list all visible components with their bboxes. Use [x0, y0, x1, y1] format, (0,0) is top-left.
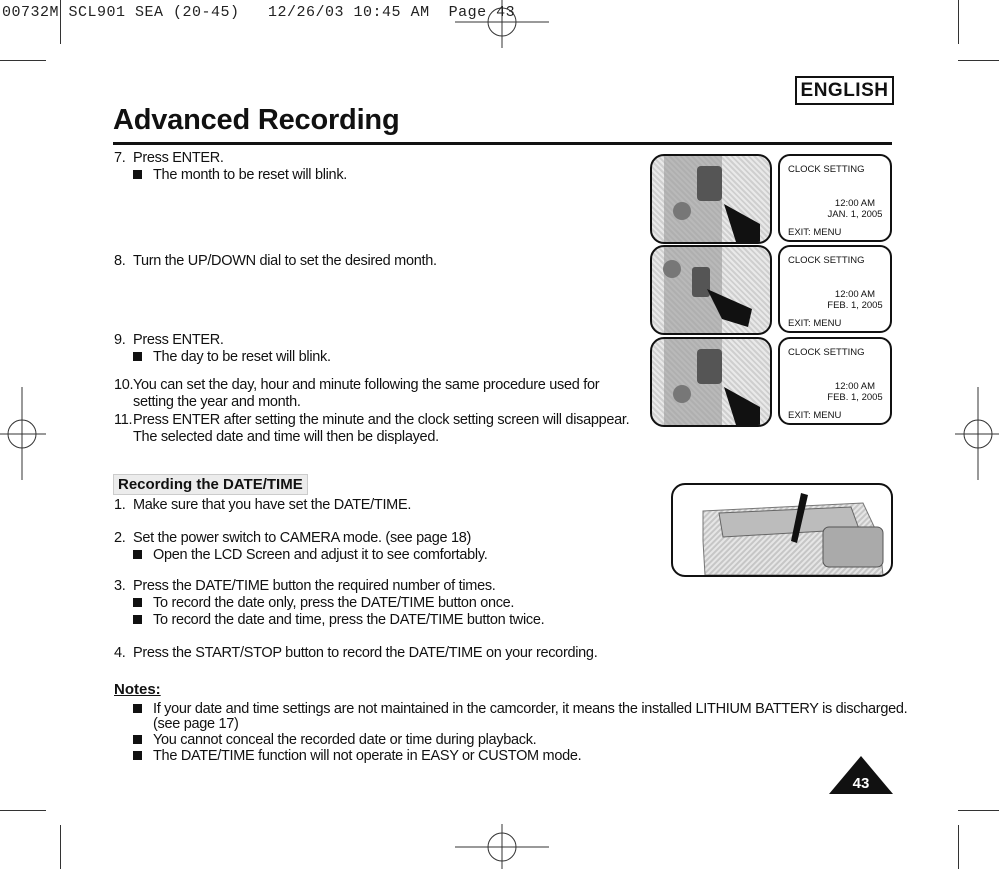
note-text: You cannot conceal the recorded date or time during playback. [153, 732, 537, 748]
step-9 [114, 332, 224, 349]
step-number: 10. [114, 377, 134, 393]
step-text: Press ENTER after setting the minute and the clock setting screen will disappear. [133, 412, 630, 428]
bullet-icon [133, 352, 142, 361]
notes-heading: Notes: [114, 681, 161, 698]
step-text: Turn the UP/DOWN dial to set the desired month. [133, 253, 437, 269]
section-title: Recording the DATE/TIME [113, 474, 308, 495]
dt-step-3 [114, 578, 496, 595]
camcorder-photo-2 [650, 245, 772, 335]
dt-step-2-bullet [133, 547, 487, 564]
title-divider [113, 142, 892, 145]
camcorder-illustration [652, 247, 770, 333]
camcorder-top-illustration [673, 485, 891, 575]
step-8 [114, 253, 437, 270]
step-number: 8. [114, 253, 126, 269]
note-text: The DATE/TIME function will not operate in EASY or CUSTOM mode. [153, 748, 582, 764]
print-slug: 00732M SCL901 SEA (20-45) 12/26/03 10:45 AM Page 43 [2, 4, 516, 21]
step-7-bullet [133, 167, 347, 184]
screen-date: JAN. 1, 2005 [827, 209, 883, 220]
camcorder-photo-1 [650, 154, 772, 244]
step-text: Press ENTER. [133, 332, 224, 348]
page-title: Advanced Recording [113, 104, 400, 136]
step-10-cont: setting the year and month. [133, 394, 301, 410]
step-text: Make sure that you have set the DATE/TIME. [133, 497, 412, 513]
step-text: Set the power switch to CAMERA mode. (see page 18) [133, 530, 472, 546]
step-number: 3. [114, 578, 126, 594]
pointer-arrow-icon [724, 387, 760, 425]
camcorder-illustration [652, 156, 770, 242]
bullet-text: To record the date only, press the DATE/TIME button once. [153, 595, 515, 611]
step-11 [114, 412, 629, 429]
dt-step-3-bullet-1 [133, 595, 514, 612]
bullet-icon [133, 751, 142, 760]
screen-header: CLOCK SETTING [788, 255, 865, 266]
bullet-text: To record the date and time, press the DATE/TIME button twice. [153, 612, 545, 628]
screen-date: FEB. 1, 2005 [827, 392, 883, 403]
step-text: Press the DATE/TIME button the required number of times. [133, 578, 496, 594]
bullet-icon [133, 735, 142, 744]
dt-step-4 [114, 645, 597, 662]
step-number: 2. [114, 530, 126, 546]
bullet-text: The month to be reset will blink. [153, 167, 347, 183]
step-number: 11. [114, 412, 133, 428]
step-7 [114, 150, 224, 167]
language-badge: ENGLISH [795, 76, 894, 105]
page-number: 43 [852, 775, 870, 792]
step-11-cont: The selected date and time will then be displayed. [133, 429, 439, 445]
bullet-icon [133, 704, 142, 713]
dt-step-2 [114, 530, 471, 547]
dt-step-3-bullet-2 [133, 612, 544, 629]
pointer-arrow-icon [724, 204, 760, 242]
step-9-bullet [133, 349, 331, 366]
note-text: If your date and time settings are not maintained in the camcorder, it means the installed LITHIUM BATTERY is discharged. [153, 701, 908, 717]
camcorder-illustration [652, 339, 770, 425]
step-number: 7. [114, 150, 126, 166]
bullet-text: The day to be reset will blink. [153, 349, 331, 365]
screen-time: 12:00 AM [834, 381, 876, 392]
bullet-icon [133, 550, 142, 559]
camcorder-photo-3 [650, 337, 772, 427]
note-1-cont: (see page 17) [153, 716, 239, 732]
step-number: 1. [114, 497, 126, 513]
step-text: Press the START/STOP button to record the DATE/TIME on your recording. [133, 645, 598, 661]
screen-exit: EXIT: MENU [788, 410, 842, 421]
note-1 [133, 701, 907, 718]
bullet-icon [133, 598, 142, 607]
clock-setting-screen-1 [778, 154, 892, 242]
screen-exit: EXIT: MENU [788, 318, 842, 329]
step-10 [114, 377, 599, 394]
screen-exit: EXIT: MENU [788, 227, 842, 238]
dt-step-1 [114, 497, 411, 514]
screen-time: 12:00 AM [834, 289, 876, 300]
bullet-icon [133, 615, 142, 624]
clock-setting-screen-2 [778, 245, 892, 333]
clock-setting-screen-3 [778, 337, 892, 425]
step-number: 4. [114, 645, 126, 661]
camcorder-top-photo [671, 483, 893, 577]
note-2 [133, 732, 536, 749]
screen-time: 12:00 AM [834, 198, 876, 209]
step-text: Press ENTER. [133, 150, 224, 166]
step-number: 9. [114, 332, 126, 348]
screen-header: CLOCK SETTING [788, 164, 865, 175]
screen-header: CLOCK SETTING [788, 347, 865, 358]
step-text: You can set the day, hour and minute following the same procedure used for [133, 377, 600, 393]
note-3 [133, 748, 581, 765]
screen-date: FEB. 1, 2005 [827, 300, 883, 311]
bullet-icon [133, 170, 142, 179]
bullet-text: Open the LCD Screen and adjust it to see comfortably. [153, 547, 488, 563]
